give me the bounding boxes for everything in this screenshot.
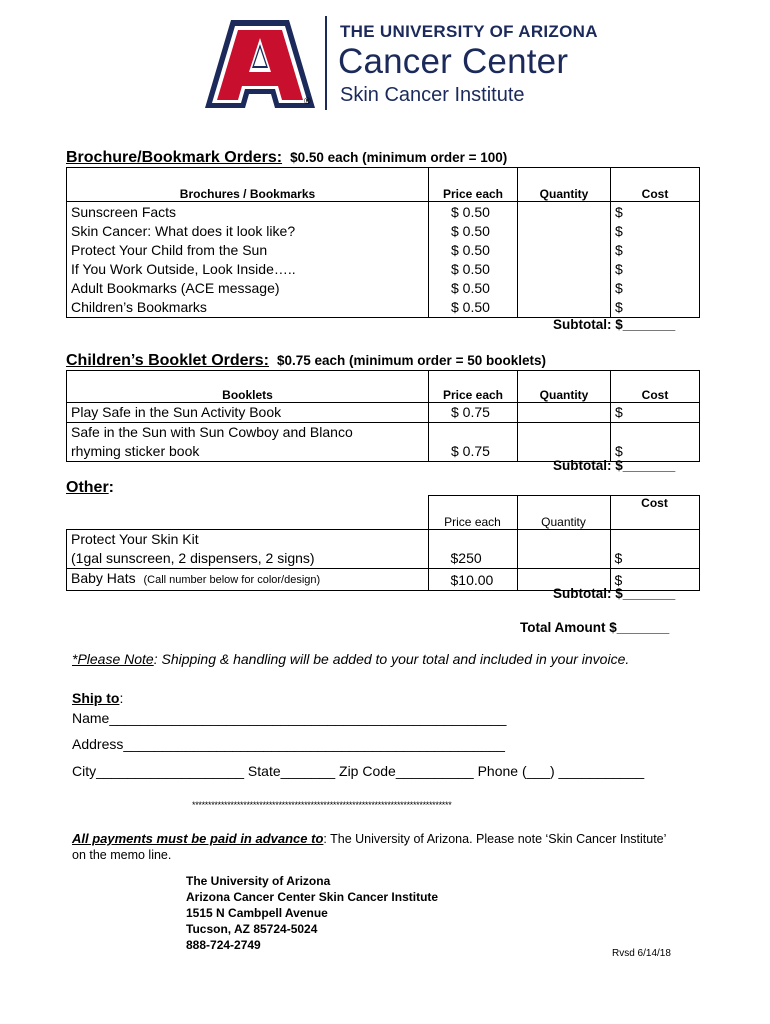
hats-item	[67, 569, 429, 591]
city-state-zip-phone-fields[interactable]: City___________________ State_______ Zip Code__________ Phone (___) ___________	[72, 763, 645, 779]
list-item: Children’s Bookmarks	[71, 299, 207, 315]
list-item: Sunscreen Facts	[71, 204, 177, 220]
other-title: Other	[66, 479, 109, 496]
name-field[interactable]: Name___________________________________________________	[72, 710, 507, 726]
payment-rest: : The University of Arizona. Please note ‘Skin Cancer Institute’	[323, 832, 667, 846]
price-cell: $ 0.50	[451, 204, 490, 220]
brochure-subtotal: Subtotal: $_______	[553, 317, 676, 332]
note-text: : Shipping & handling will be added to your total and included in your invoice.	[153, 651, 630, 667]
list-item: Skin Cancer: What does it look like?	[71, 223, 296, 239]
brochure-title: Brochure/Bookmark Orders:	[66, 149, 283, 166]
booklet-item-1: Play Safe in the Sun Activity Book	[67, 403, 429, 423]
cost-cell: $	[615, 223, 623, 239]
ship-to-label: Ship to	[72, 690, 120, 706]
cost-cell: $	[615, 261, 623, 277]
col-header-cost: Cost	[611, 371, 700, 403]
cost-cell: $	[611, 423, 700, 462]
col-header-quantity: Quantity	[518, 371, 611, 403]
hats-name: Baby Hats	[71, 570, 136, 586]
booklet-item-2-line1: Safe in the Sun with Sun Cowboy and Blanco	[71, 424, 353, 440]
university-name: THE UNIVERSITY OF ARIZONA	[340, 22, 598, 41]
cost-cell: $	[610, 569, 699, 591]
booklet-quantity-input-1[interactable]	[518, 403, 611, 423]
ship-to-heading	[72, 690, 123, 706]
institute-name: Skin Cancer Institute	[340, 84, 525, 106]
brochure-prices	[429, 202, 518, 318]
kit-line1: Protect Your Skin Kit	[71, 531, 199, 547]
address-line: 1515 N Cambpell Avenue	[186, 906, 328, 920]
list-item: Protect Your Child from the Sun	[71, 242, 268, 258]
col-header-quantity: Quantity	[518, 168, 611, 202]
address-line: Tucson, AZ 85724-5024	[186, 922, 318, 936]
brochure-heading	[66, 149, 507, 167]
col-header-quantity: Quantity	[517, 496, 610, 530]
col-header-price: Price each	[429, 168, 518, 202]
cost-cell: $	[610, 530, 699, 569]
cost-cell: $	[615, 280, 623, 296]
ship-to-colon: :	[119, 690, 124, 706]
col-header-price: Price each	[429, 371, 518, 403]
kit-line2: (1gal sunscreen, 2 dispensers, 2 signs)	[71, 550, 315, 566]
phone-number: 888-724-2749	[186, 938, 261, 952]
col-header-price: Price each	[428, 496, 517, 530]
booklet-subtotal: Subtotal: $_______	[553, 458, 676, 473]
brochure-quantity-input[interactable]	[518, 202, 611, 318]
blank-header	[67, 496, 429, 530]
booklet-table	[66, 370, 700, 462]
booklet-heading	[66, 352, 546, 370]
brochure-price-note: $0.50 each (minimum order = 100)	[290, 150, 508, 165]
booklet-item-2	[67, 423, 429, 462]
booklet-quantity-input-2[interactable]	[518, 423, 611, 462]
other-table	[66, 495, 700, 591]
col-header-cost: Cost	[610, 496, 699, 530]
col-header-cost: Cost	[611, 168, 700, 202]
cost-cell: $	[611, 403, 700, 423]
price-cell: $250	[428, 530, 517, 569]
booklet-title: Children’s Booklet Orders:	[66, 352, 269, 369]
mailing-address	[186, 873, 438, 953]
payment-instructions	[72, 831, 666, 846]
brochure-table	[66, 167, 700, 318]
registered-mark: ®	[304, 96, 311, 106]
col-header-item: Booklets	[67, 371, 429, 403]
price-cell: $10.00	[428, 569, 517, 591]
payment-bold: All payments must be paid in advance to	[72, 831, 324, 846]
price-cell: $ 0.50	[451, 223, 490, 239]
price-cell: $ 0.50	[451, 242, 490, 258]
total-amount: Total Amount $_______	[520, 620, 670, 635]
price-cell: $ 0.75	[429, 423, 518, 462]
other-subtotal: Subtotal: $_______	[553, 586, 676, 601]
price-cell: $ 0.75	[429, 403, 518, 423]
cancer-center-name: Cancer Center	[338, 42, 569, 81]
logo-divider	[325, 16, 327, 110]
list-item: Adult Bookmarks (ACE message)	[71, 280, 280, 296]
booklet-price-note: $0.75 each (minimum order = 50 booklets)	[277, 353, 546, 368]
price-cell: $ 0.50	[451, 299, 490, 315]
col-header-item: Brochures / Bookmarks	[67, 168, 429, 202]
separator-stars: *********************************************************************************	[192, 800, 452, 810]
note-label: *Please Note	[72, 651, 154, 667]
shipping-note	[72, 651, 629, 667]
revision-date: Rvsd 6/14/18	[612, 948, 671, 959]
address-line: Arizona Cancer Center Skin Cancer Institute	[186, 890, 439, 904]
payment-line2: on the memo line.	[72, 848, 172, 862]
brochure-items	[67, 202, 429, 318]
kit-quantity-input[interactable]	[517, 530, 610, 569]
booklet-item-2-line2: rhyming sticker book	[71, 443, 200, 459]
hats-note: (Call number below for color/design)	[143, 574, 321, 586]
kit-item	[67, 530, 429, 569]
cost-cell: $	[615, 299, 623, 315]
cost-cell: $	[615, 242, 623, 258]
list-item: If You Work Outside, Look Inside…..	[71, 261, 296, 277]
other-colon: :	[108, 479, 114, 496]
price-cell: $ 0.50	[451, 280, 490, 296]
university-logo	[205, 18, 315, 110]
cost-cell: $	[615, 204, 623, 220]
price-cell: $ 0.50	[451, 261, 490, 277]
address-field[interactable]: Address_________________________________________________	[72, 736, 505, 752]
brochure-costs	[611, 202, 700, 318]
address-line: The University of Arizona	[186, 874, 331, 888]
